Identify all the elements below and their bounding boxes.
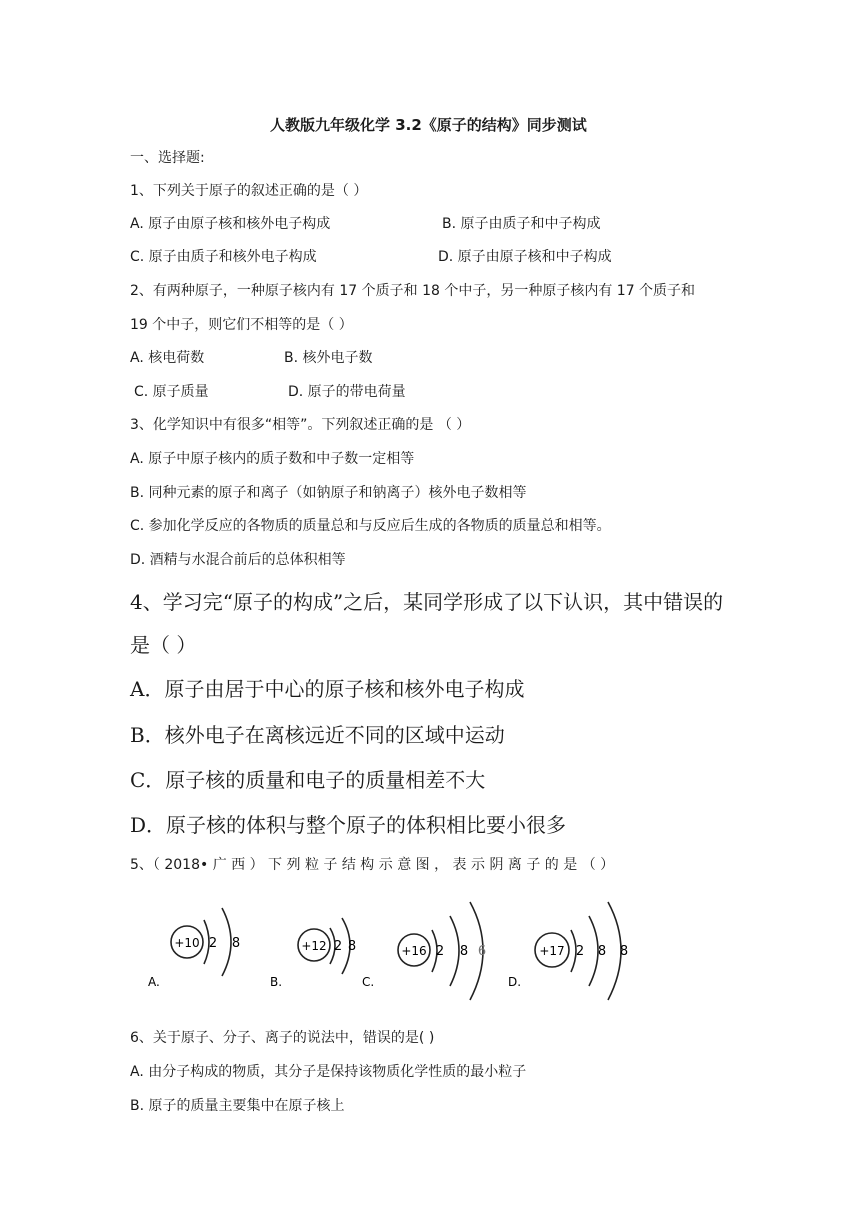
- diagram-d-nucleus: +17: [539, 944, 565, 958]
- question-4-option-b: B．核外电子在离核远近不同的区域中运动: [130, 723, 505, 747]
- diagram-c-shell-1: 2: [435, 944, 445, 959]
- diagram-b-nucleus: +12: [301, 939, 327, 953]
- diagram-d-shell-1: 2: [575, 944, 585, 959]
- diagram-b-label: B.: [270, 975, 283, 989]
- question-1-option-c: C. 原子由质子和核外电子构成: [130, 249, 317, 265]
- diagram-b-shell-1: 2: [333, 939, 343, 954]
- diagram-b-shell-2: 8: [347, 939, 357, 954]
- diagram-a-label: A.: [148, 975, 160, 989]
- question-5-stem: 5、（ 2018• 广 西 ） 下 列 粒 子 结 构 示 意 图 ， 表 示 阴 离 子 的 是 （ ）: [130, 857, 615, 873]
- question-3-stem: 3、化学知识中有很多“相等”。下列叙述正确的是 （ ）: [130, 417, 471, 433]
- question-1-stem: 1、下列关于原子的叙述正确的是（ ）: [130, 183, 368, 199]
- question-4-stem-line2: 是（ ）: [130, 633, 197, 657]
- question-6-option-a: A. 由分子构成的物质，其分子是保持该物质化学性质的最小粒子: [130, 1064, 527, 1080]
- diagram-a: [148, 908, 240, 989]
- question-2-stem-line1: 2、有两种原子，一种原子核内有 17 个质子和 18 个中子，另一种原子核内有 17 个质子和: [130, 283, 696, 299]
- question-2-option-a: A. 核电荷数: [130, 350, 205, 366]
- diagram-d-shell-3: 8: [619, 944, 629, 959]
- diagram-a-nucleus: +10: [174, 936, 200, 950]
- diagram-b: [270, 918, 356, 989]
- section-heading: 一、选择题:: [130, 150, 205, 166]
- diagram-c-shell-2: 8: [459, 944, 469, 959]
- question-2-option-d: D. 原子的带电荷量: [288, 384, 406, 400]
- question-2-stem-line2: 19 个中子，则它们不相等的是（ ）: [130, 317, 353, 333]
- diagram-c-nucleus: +16: [401, 944, 427, 958]
- diagram-c-shell-3: 6: [477, 944, 487, 959]
- question-1-option-b: B. 原子由质子和中子构成: [442, 216, 601, 232]
- diagram-d-label: D.: [508, 975, 522, 989]
- atomic-structure-diagrams: [130, 890, 650, 1010]
- question-3-option-c: C. 参加化学反应的各物质的质量总和与反应后生成的各物质的质量总和相等。: [130, 518, 611, 534]
- question-1-option-d: D. 原子由原子核和中子构成: [438, 249, 612, 265]
- question-4-stem-line1: 4、学习完“原子的构成”之后，某同学形成了以下认识，其中错误的: [130, 590, 724, 614]
- question-6-option-b: B. 原子的质量主要集中在原子核上: [130, 1098, 345, 1114]
- page-title: 人教版九年级化学 3.2《原子的结构》同步测试: [270, 116, 587, 134]
- question-4-option-a: A．原子由居于中心的原子核和核外电子构成: [130, 677, 525, 701]
- diagram-c: [362, 902, 486, 1000]
- diagram-a-shell-1: 2: [208, 936, 218, 951]
- question-4-option-d: D．原子核的体积与整个原子的体积相比要小很多: [130, 813, 567, 837]
- question-2-option-b: B. 核外电子数: [284, 350, 373, 366]
- question-4-option-c: C．原子核的质量和电子的质量相差不大: [130, 768, 486, 792]
- diagram-d: [508, 902, 628, 1000]
- diagram-d-shell-2: 8: [597, 944, 607, 959]
- diagram-a-shell-2: 8: [231, 936, 241, 951]
- question-3-option-a: A. 原子中原子核内的质子数和中子数一定相等: [130, 451, 415, 467]
- question-3-option-d: D. 酒精与水混合前后的总体积相等: [130, 552, 346, 568]
- question-6-stem: 6、关于原子、分子、离子的说法中，错误的是( ): [130, 1030, 435, 1046]
- diagram-c-label: C.: [362, 975, 375, 989]
- question-2-option-c: C. 原子质量: [134, 384, 209, 400]
- question-3-option-b: B. 同种元素的原子和离子（如钠原子和钠离子）核外电子数相等: [130, 485, 527, 501]
- question-1-option-a: A. 原子由原子核和核外电子构成: [130, 216, 331, 232]
